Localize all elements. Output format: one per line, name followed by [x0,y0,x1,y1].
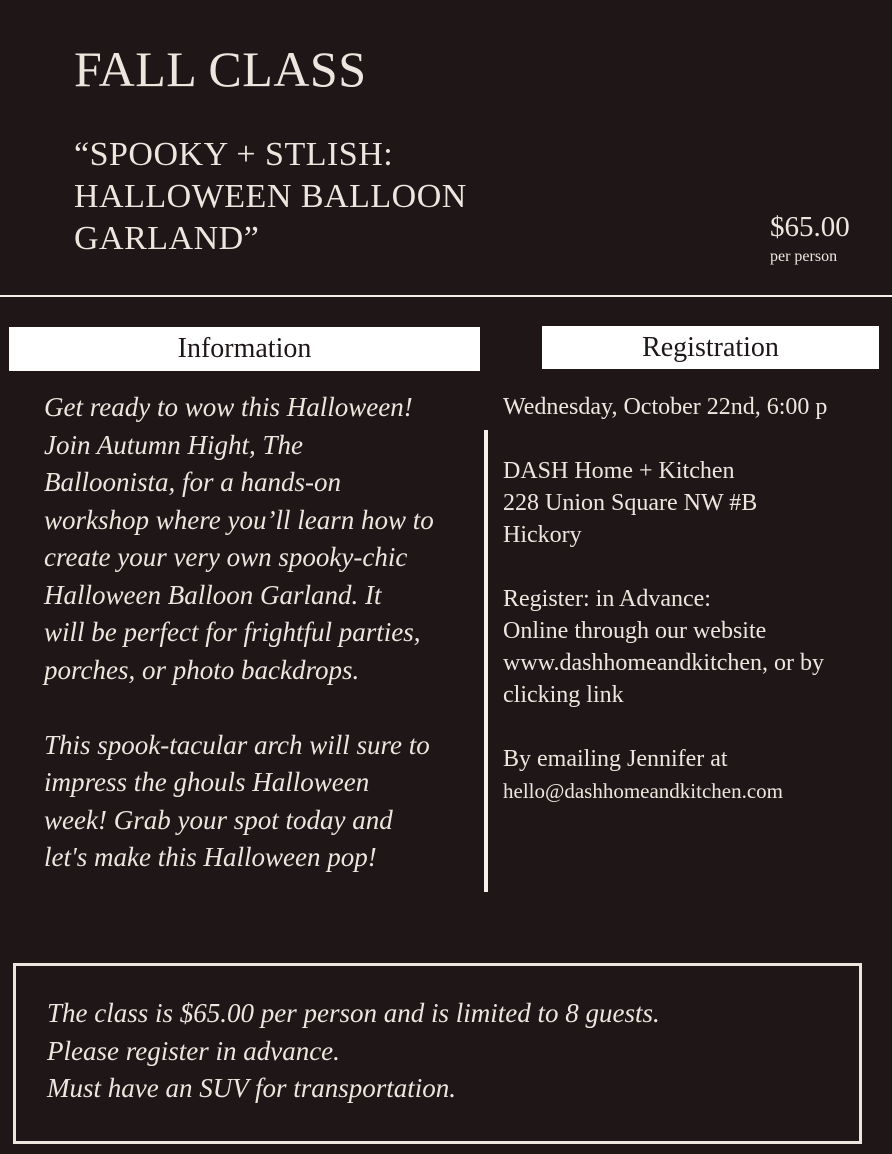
location-line: DASH Home + Kitchen [503,458,735,484]
info-line: This spook-tacular arch will sure to [44,729,430,760]
class-subtitle [74,134,544,260]
class-title: FALL CLASS [74,41,367,97]
notice-line: Please register in advance. [47,1035,340,1066]
info-line: Join Autumn Hight, The [44,429,303,460]
info-line: Halloween Balloon Garland. It [44,579,382,610]
info-line: impress the ghouls Halloween [44,767,370,797]
info-line: Get ready to wow this Halloween! [44,392,413,422]
price-unit: per person [770,248,838,265]
online-registration-line: Online through our website [503,618,767,644]
notice-text [47,995,847,1108]
event-date-time: Wednesday, October 22nd, 6:00 p [503,394,828,420]
info-line: let's make this Halloween pop! [44,842,377,872]
price: $65.00 [770,211,850,243]
info-line: Balloonista, for a hands-on [44,467,342,497]
location-line: 228 Union Square NW #B [503,490,758,516]
information-body [44,389,474,877]
subtitle-line: HALLOWEEN BALLOON [74,178,467,215]
subtitle-line: GARLAND” [74,220,260,257]
registration-heading: Registration [542,326,879,369]
info-line: create your very own spooky-chic [44,542,408,572]
subtitle-line: “SPOOKY + STLISH: [74,136,394,173]
online-registration-line: clicking link [503,682,624,708]
email-intro: By emailing Jennifer at [503,746,728,772]
info-line: porches, or photo backdrops. [44,654,360,685]
registration-body [503,391,892,807]
info-line: workshop where you’ll learn how to [44,504,434,535]
online-registration-line: Register: in Advance: [503,586,711,612]
info-line: week! Grab your spot today and [44,804,393,835]
information-heading: Information [9,327,480,371]
location-line: Hickory [503,522,582,548]
website-link[interactable]: www.dashhomeandkitchen, or by [503,650,825,676]
notice-line: Must have an SUV for transportation. [47,1073,457,1103]
info-line: will be perfect for frightful parties, [44,617,421,647]
header-divider [0,295,892,297]
column-divider [484,430,488,892]
notice-line: The class is $65.00 per person and is limited to 8 guests. [47,998,660,1028]
email-link[interactable]: hello@dashhomeandkitchen.com [503,779,784,803]
